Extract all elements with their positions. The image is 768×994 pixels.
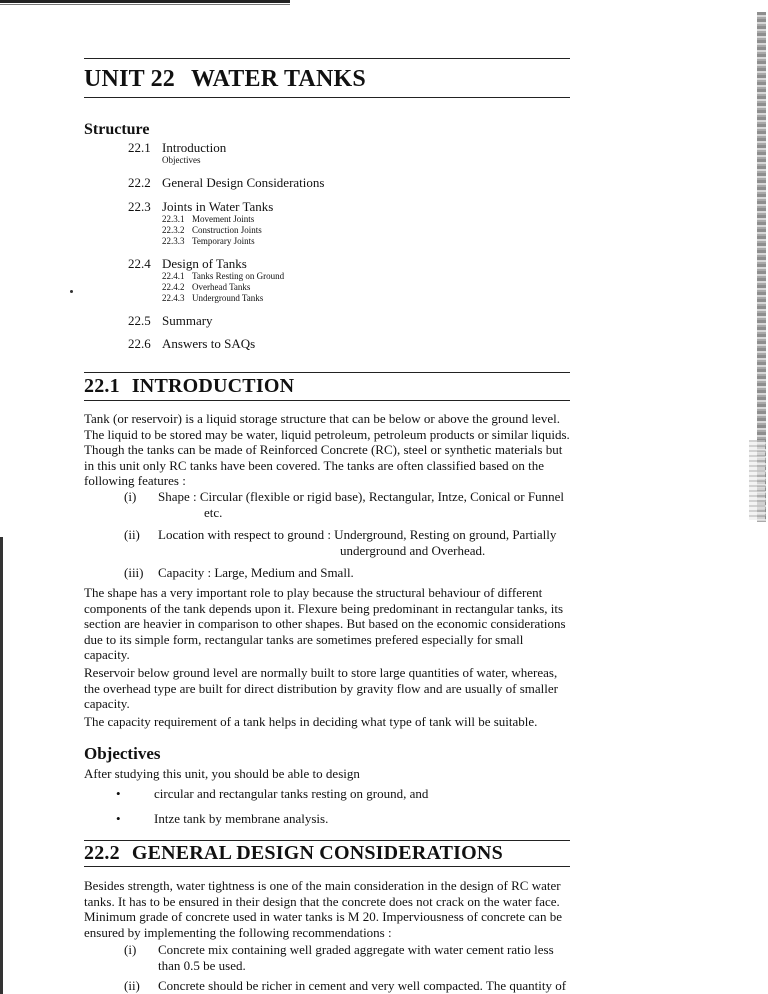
unit-name: WATER TANKS xyxy=(190,66,366,92)
toc-item: 22.1 Introduction xyxy=(128,140,227,155)
section-bottom-rule xyxy=(84,400,570,401)
section-top-rule xyxy=(84,372,570,373)
recommendation-item: (i) Concrete mix containing well graded aggregate with water cement ratio less than 0.5 be used. xyxy=(124,942,554,973)
feature-item: (i) Shape : Circular (flexible or rigid base), Rectangular, Intze, Conical or Funnel etc. xyxy=(124,489,564,520)
unit-title xyxy=(84,66,366,93)
feature-item: (ii) Location with respect to ground : Underground, Resting on ground, Partially underground and Overhead. xyxy=(124,527,557,558)
top-edge-rule-thin xyxy=(0,4,290,5)
toc-subitem: 22.3.2 Construction Joints xyxy=(162,225,262,235)
toc-item: 22.5 Summary xyxy=(128,313,213,328)
toc-item: 22.2 General Design Considerations xyxy=(128,175,325,190)
toc-subitem: Objectives xyxy=(162,155,201,165)
toc-subitem: 22.4.1 Tanks Resting on Ground xyxy=(162,271,285,281)
top-edge-rule xyxy=(0,0,290,3)
intro-paragraph-4: The capacity requirement of a tank helps in deciding what type of tank will be suitable. xyxy=(84,714,538,729)
section-heading-general-design: 22.2 GENERAL DESIGN CONSIDERATIONS xyxy=(84,842,503,864)
general-paragraph-1: Besides strength, water tightness is one of the main consideration in the design of RC water tanks. It has to be ensured in their design that the concrete does not crack on the water face. Minimum grade of concrete used in water tanks is M 20. Imperviousness of concrete can be ensured by implementing the following recommendations : xyxy=(84,878,562,940)
section-heading-introduction: 22.1 INTRODUCTION xyxy=(84,375,295,397)
feature-item: (iii) Capacity : Large, Medium and Small. xyxy=(124,565,354,580)
toc-item: 22.6 Answers to SAQs xyxy=(128,336,256,351)
objectives-heading: Objectives xyxy=(84,744,161,763)
toc-subitem: 22.4.3 Underground Tanks xyxy=(162,293,264,303)
recommendation-item: (ii) Concrete should be richer in cement and very well compacted. The quantity of xyxy=(124,978,567,993)
intro-paragraph-1: Tank (or reservoir) is a liquid storage structure that can be below or above the ground level. The liquid to be stored may be water, liquid petroleum, petroleum products or similar liquids. Though the tanks can be made of Reinforced Concrete (RC), steel or synthetic materials but in this unit only RC tanks have been covered. The tanks are often classified based on the following features : xyxy=(84,411,570,488)
structure-heading: Structure xyxy=(84,121,150,138)
toc-item: 22.4 Design of Tanks xyxy=(128,256,247,271)
objectives-lead: After studying this unit, you should be able to design xyxy=(84,766,360,781)
objective-bullet: • Intze tank by membrane analysis. xyxy=(116,811,329,826)
toc-subitem: 22.3.3 Temporary Joints xyxy=(162,236,255,246)
scan-edge-artifact-lower xyxy=(749,440,765,520)
title-bottom-rule xyxy=(84,97,570,98)
left-binding-edge xyxy=(0,537,3,994)
toc-item: 22.3 Joints in Water Tanks xyxy=(128,199,274,214)
table-of-contents xyxy=(128,140,324,351)
unit-number: UNIT 22 xyxy=(84,66,175,92)
intro-paragraph-3: Reservoir below ground level are normally built to store large quantities of water, whereas, the overhead type are built for direct distribution by gravity flow and are usually of smaller capacity. xyxy=(84,665,558,711)
intro-paragraph-2: The shape has a very important role to play because the structural behaviour of different components of the tank depends upon it. Flexure being predominant in rectangular tanks, its section are heavier in comparison to other shapes. But based on the economic considerations due to its simple form, rectangular tanks are sometimes prefered especially for small capacity. xyxy=(84,585,566,662)
toc-subitem: 22.3.1 Movement Joints xyxy=(162,214,255,224)
toc-subitem: 22.4.2 Overhead Tanks xyxy=(162,282,251,292)
scan-speck xyxy=(70,290,73,293)
section-top-rule xyxy=(84,840,570,841)
section-bottom-rule xyxy=(84,866,570,867)
objective-bullet: • circular and rectangular tanks resting on ground, and xyxy=(116,786,429,801)
title-top-rule xyxy=(84,58,570,59)
